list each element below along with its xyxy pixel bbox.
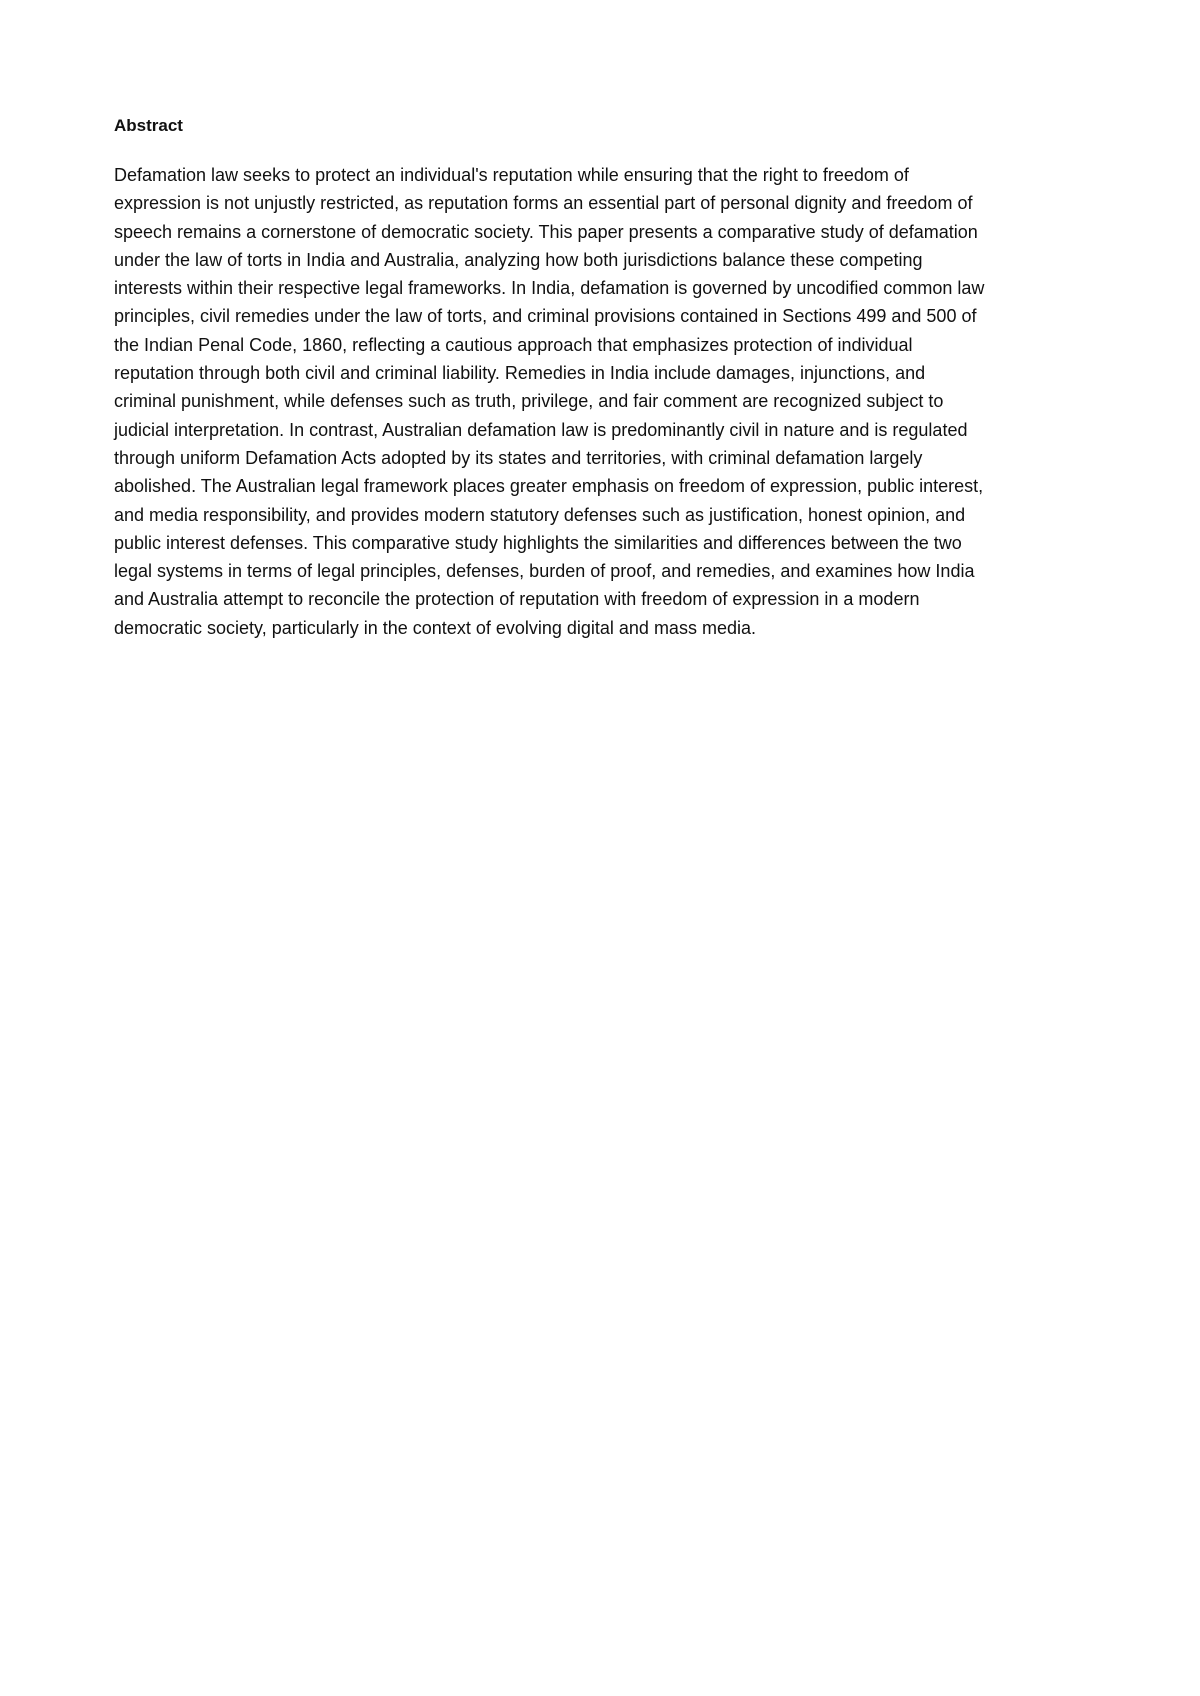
paragraph-line: under the law of torts in India and Australia, analyzing how both jurisdictions balance these competing	[114, 249, 923, 270]
paragraph-line: Defamation law seeks to protect an individual's reputation while ensuring that the right to freedom of	[114, 165, 909, 185]
paragraph-line: democratic society, particularly in the context of evolving digital and mass media.	[114, 617, 756, 638]
paragraph-line: and Australia attempt to reconcile the protection of reputation with freedom of expression in a modern	[114, 589, 920, 610]
paragraph-line: interests within their respective legal frameworks. In India, defamation is governed by uncodified common law	[114, 278, 985, 299]
paragraph-line: judicial interpretation. In contrast, Australian defamation law is predominantly civil in nature and is regulated	[114, 419, 968, 440]
paragraph-line: speech remains a cornerstone of democratic society. This paper presents a comparative study of defamation	[114, 221, 978, 242]
paragraph-line: the Indian Penal Code, 1860, reflecting a cautious approach that emphasizes protection of individual	[114, 334, 913, 355]
paragraph-line: principles, civil remedies under the law of torts, and criminal provisions contained in Sections 499 and 500 of	[114, 306, 977, 327]
abstract-paragraph	[114, 161, 1098, 642]
document-content	[114, 112, 1098, 642]
paragraph-line: public interest defenses. This comparative study highlights the similarities and differences between the two	[114, 532, 962, 553]
paragraph-line: abolished. The Australian legal framework places greater emphasis on freedom of expression, public interest,	[114, 476, 984, 497]
paragraph-line: reputation through both civil and criminal liability. Remedies in India include damages, injunctions, and	[114, 363, 926, 384]
abstract-heading: Abstract	[114, 116, 183, 135]
paragraph-line: expression is not unjustly restricted, as reputation forms an essential part of personal dignity and freedom of	[114, 193, 973, 214]
paragraph-line: and media responsibility, and provides modern statutory defenses such as justification, honest opinion, and	[114, 504, 966, 525]
paragraph-line: through uniform Defamation Acts adopted by its states and territories, with criminal defamation largely	[114, 447, 923, 468]
paragraph-line: legal systems in terms of legal principles, defenses, burden of proof, and remedies, and examines how India	[114, 561, 975, 582]
paragraph-line: criminal punishment, while defenses such as truth, privilege, and fair comment are recognized subject to	[114, 391, 944, 412]
